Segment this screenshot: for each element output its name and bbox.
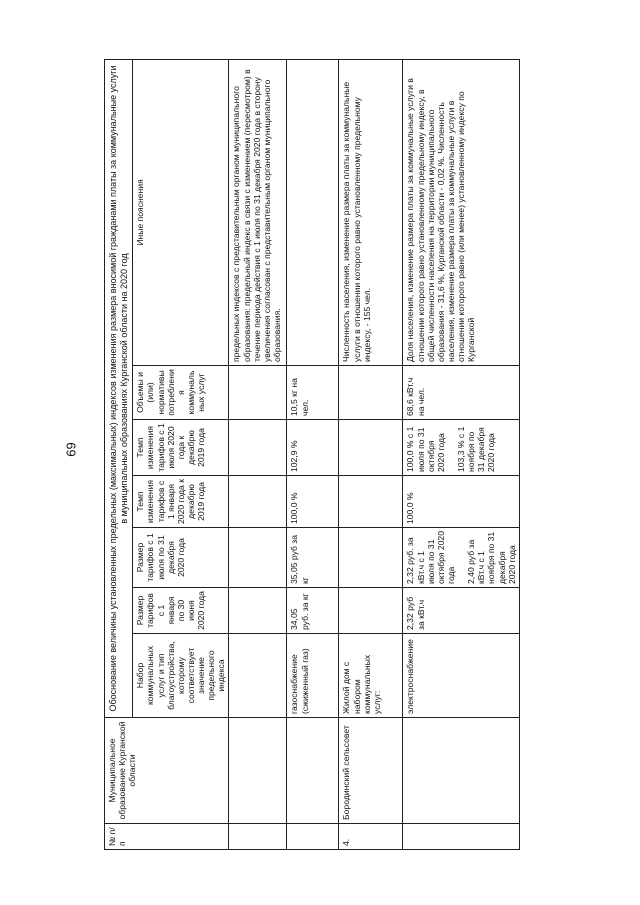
table-title: Обоснование величины установленных предельных (максимальных) индексов изменения размера вносимой гражданами платы за коммунальные услуги в муниципальных образованиях Курганской области на 2020 год [105, 59, 133, 717]
header-rate-jan: Темп изменения тарифов с 1 января 2020 года к декабрю 2019 года [133, 476, 229, 528]
tariff-h2-period-a: 2,32 руб. за кВт.ч с 1 июля по 31 октября 2020 года [405, 531, 457, 584]
row-number: 4. [339, 824, 403, 850]
rate-jul-cell [403, 420, 519, 476]
tariff-h1-cell: 2,32 руб за кВт.ч [403, 588, 519, 634]
header-num: № п/п [105, 824, 229, 850]
rate-jan-cell: 100,0 % [287, 476, 339, 528]
rate-jan-cell: 100,0 % [403, 476, 519, 528]
municipality-cell: Бородинский сельсовет [339, 718, 403, 824]
header-service-set: Набор коммунальных услуг и тип благоустройства, которому соответствует значение предельного индекса [133, 634, 229, 718]
notes-cell [287, 59, 339, 365]
service-cell: газоснабжение (сжиженный газ) [287, 634, 339, 718]
header-notes: Иные пояснения [133, 59, 229, 365]
tariff-h2-cell [403, 528, 519, 588]
volume-cell: 68,6 кВт.ч на чел. [403, 366, 519, 420]
page-number: 69 [63, 442, 79, 457]
tariff-h1-cell: 34,05 руб. за кг [287, 588, 339, 634]
header-volume: Объемы и (или) нормативы потребления коммунальных услуг [133, 366, 229, 420]
table-row [339, 59, 403, 849]
table-row [403, 59, 519, 849]
volume-cell: 10,5 кг на чел. [287, 366, 339, 420]
service-cell: Жилой дом с набором коммунальных услуг: [339, 634, 403, 718]
rate-jul-cell: 102,9 % [287, 420, 339, 476]
rate-jul-period-b: 103,3 % с 1 ноября по 31 декабря 2020 года [456, 426, 497, 472]
table-row [287, 59, 339, 849]
rate-jul-period-a: 100,0 % с 1 июля по 31 октября 2020 года [405, 426, 446, 472]
tariff-h2-cell: 35,05 руб за кг [287, 528, 339, 588]
tariff-h2-period-b: 2,40 руб за кВт.ч с 1 ноября по 31 декабря 2020 года [466, 531, 517, 584]
header-rate-jul: Темп изменения тарифов с 1 июля 2020 года к декабрю 2019 года [133, 420, 229, 476]
header-tariff-h1: Размер тарифов с 1 января по 30 июня 2020 года [133, 588, 229, 634]
rotated-page [104, 60, 624, 850]
header-municipality: Муниципальное образование Курганской области [105, 718, 229, 824]
notes-cell: Численность населения, изменение размера платы за коммунальные услуги в отношении которого равно установленному предельному индексу, - 155 чел. [339, 59, 403, 365]
service-cell: электроснабжение [403, 634, 519, 718]
notes-cell: предельных индексов с представительным органом муниципального образования: предельный индекс в связи с изменением (пересмотром) в течение периода действия с 1 июля по 31 декабря 2020 года в сторону увеличения согласован с представительным органом муниципального образования. [229, 59, 287, 365]
table-row [229, 59, 287, 849]
service-cell [229, 634, 287, 718]
notes-cell: Доля населения, изменение размера платы за коммунальные услуги в отношении которого равно установленному предельному индексу, в общей численности населения на территории муниципального образования - 31,6 %, Курганской области - 0,02 %. Численность населения, изменение размера платы за коммунальные услуги в отношении которого равно (или менее) установленному индексу по Курганской [403, 59, 519, 365]
header-tariff-h2: Размер тарифов с 1 июля по 31 декабря 2020 года [133, 528, 229, 588]
tariff-index-table [104, 59, 520, 850]
